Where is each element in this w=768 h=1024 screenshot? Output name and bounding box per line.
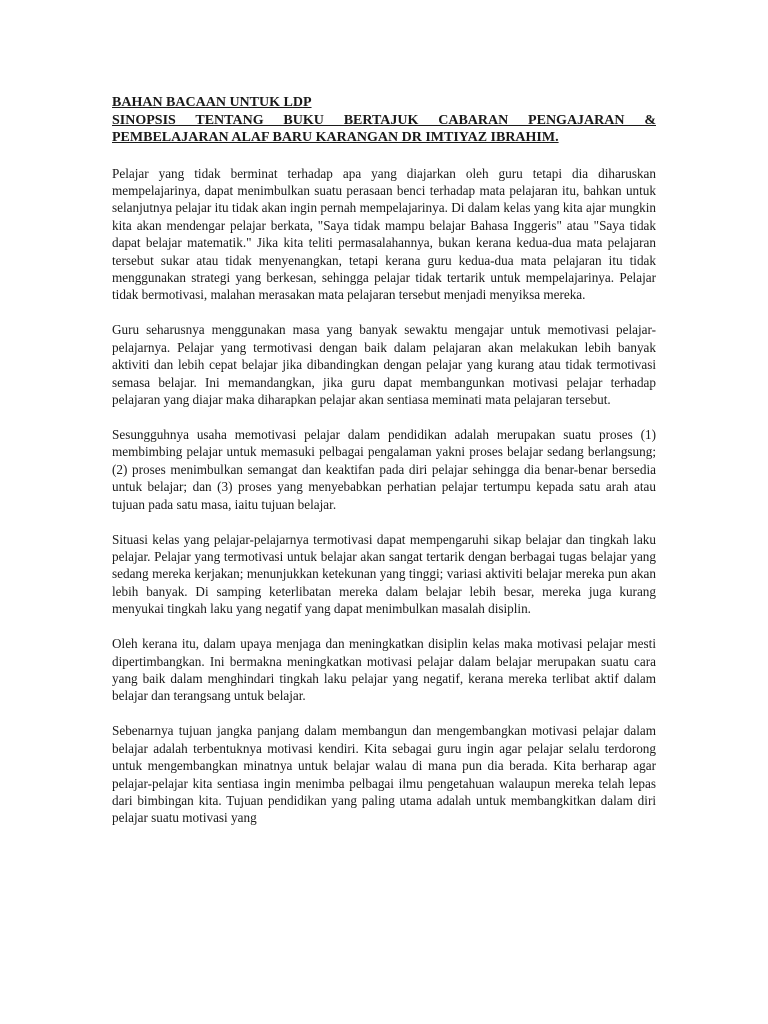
heading-line-reading-material: BAHAN BACAAN UNTUK LDP	[112, 95, 312, 110]
heading-line-synopsis-title: SINOPSIS TENTANG BUKU BERTAJUK CABARAN PENGAJARAN & PEMBELAJARAN ALAF BARU KARANGAN DR IMTIYAZ IBRAHIM.	[112, 112, 656, 145]
paragraph-6: Sebenarnya tujuan jangka panjang dalam membangun dan mengembangkan motivasi pelajar dalam belajar adalah terbentuknya motivasi kendiri. Kita sebagai guru ingin agar pelajar selalu terdorong untuk mengembangkan minatnya untuk belajar walau di mana pun dia berada. Kita berharap agar pelajar-pelajar kita sentiasa ingin menimba pelbagai ilmu pengetahuan walaupun mereka telah lepas dari bimbingan kita. Tujuan pendidikan yang paling utama adalah untuk membangkitkan dalam diri pelajar suatu motivasi yang	[112, 723, 656, 826]
paragraph-2: Guru seharusnya menggunakan masa yang banyak sewaktu mengajar untuk memotivasi pelajar-pelajarnya. Pelajar yang termotivasi dengan baik dalam pelajaran akan melakukan lebih banyak aktiviti dan lebih cepat belajar jika dibandingkan dengan pelajar yang kurang atau tidak termotivasi semasa belajar. Ini memandangkan, jika guru dapat membangunkan motivasi pelajar terhadap pelajaran yang diajar maka diharapkan pelajar akan sentiasa meminati mata pelajaran tersebut.	[112, 322, 656, 407]
document-body	[112, 94, 656, 844]
paragraph-5: Oleh kerana itu, dalam upaya menjaga dan meningkatkan disiplin kelas maka motivasi pelajar mesti dipertimbangkan. Ini bermakna meningkatkan motivasi pelajar dalam belajar merupakan suatu cara yang baik dalam menghindari tingkah laku pelajar yang negatif, kerana mereka terlibat aktif dalam belajar dan terangsang untuk belajar.	[112, 636, 656, 704]
paragraph-4: Situasi kelas yang pelajar-pelajarnya termotivasi dapat mempengaruhi sikap belajar dan tingkah laku pelajar. Pelajar yang termotivasi untuk belajar akan sangat tertarik dengan berbagai tugas belajar yang sedang mereka kerjakan; menunjukkan ketekunan yang tinggi; variasi aktiviti belajar mereka pun akan lebih banyak. Di samping keterlibatan mereka dalam belajar lebih besar, mereka juga kurang menyukai tingkah laku yang negatif yang dapat menimbulkan masalah disiplin.	[112, 531, 656, 617]
paragraph-1: Pelajar yang tidak berminat terhadap apa yang diajarkan oleh guru tetapi dia diharuskan mempelajarinya, dapat menimbulkan suatu perasaan benci terhadap mata pelajaran itu, bahkan untuk selanjutnya pelajar itu tidak akan ingin pernah mempelajarinya. Di dalam kelas yang kita ajar mungkin kita akan mendengar pelajar berkata, "Saya tidak mampu belajar Bahasa Inggeris" atau "Saya tidak dapat belajar matematik." Jika kita teliti permasalahannya, bukan kerana kedua-dua mata pelajaran tersebut sukar atau tidak menyenangkan, tetapi kerana guru kedua-dua mata pelajaran itu tidak menggunakan strategi yang berkesan, sehingga pelajar tidak tertarik untuk mempelajarinya. Pelajar tidak bermotivasi, malahan merasakan mata pelajaran tersebut menjadi menyiksa mereka.	[112, 165, 656, 303]
paragraph-3: Sesungguhnya usaha memotivasi pelajar dalam pendidikan adalah merupakan suatu proses (1) membimbing pelajar untuk memasuki pelbagai pengalaman yakni proses belajar sedang berlangsung; (2) proses menimbulkan semangat dan keaktifan pada diri pelajar sehingga dia benar-benar bersedia untuk belajar; dan (3) proses yang menyebabkan perhatian pelajar tertumpu kepada satu arah atau tujuan pada satu masa, iaitu tujuan belajar.	[112, 426, 656, 512]
document-heading	[112, 94, 656, 147]
